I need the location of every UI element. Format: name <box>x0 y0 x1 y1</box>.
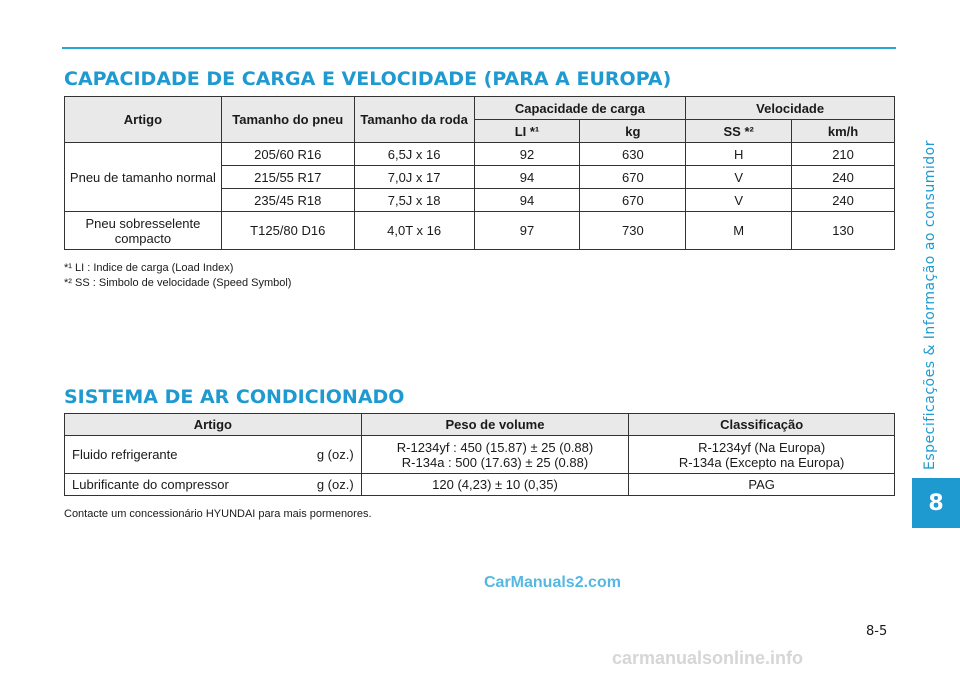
ac-table <box>64 413 895 496</box>
group-spare-tyre: Pneu sobresselente compacto <box>65 212 222 250</box>
header-artigo: Artigo <box>65 97 222 143</box>
cell-weight: 120 (4,23) ± 10 (0,35) <box>361 474 629 496</box>
cell-tyre: 215/55 R17 <box>221 166 354 189</box>
header-artigo: Artigo <box>65 414 362 436</box>
load-speed-table <box>64 96 895 250</box>
header-weight: Peso de volume <box>361 414 629 436</box>
chapter-tab[interactable]: 8 <box>912 478 960 528</box>
header-li: LI *¹ <box>474 120 580 143</box>
cell-kg: 670 <box>580 189 686 212</box>
cell-li: 92 <box>474 143 580 166</box>
cell-item <box>65 474 362 496</box>
table-row <box>65 212 895 250</box>
footnote-mark: *² <box>64 277 72 289</box>
footnote-text: SS : Simbolo de velocidade (Speed Symbol) <box>75 277 292 289</box>
cell-kmh: 240 <box>792 189 895 212</box>
item-label: Lubrificante do compressor <box>72 477 229 492</box>
header-speed: Velocidade <box>686 97 895 120</box>
cell-kmh: 130 <box>792 212 895 250</box>
class-line: R-134a (Excepto na Europa) <box>678 454 845 470</box>
cell-ss: M <box>686 212 792 250</box>
cell-rim: 7,5J x 18 <box>354 189 474 212</box>
header-classification: Classificação <box>629 414 895 436</box>
cell-weight <box>361 436 629 474</box>
cell-tyre: 235/45 R18 <box>221 189 354 212</box>
cell-li: 94 <box>474 166 580 189</box>
cell-rim: 6,5J x 16 <box>354 143 474 166</box>
cell-kg: 630 <box>580 143 686 166</box>
side-chapter-label: Especificações & Informação ao consumidor <box>922 140 938 470</box>
cell-rim: 7,0J x 17 <box>354 166 474 189</box>
cell-tyre: 205/60 R16 <box>221 143 354 166</box>
group-normal-tyre: Pneu de tamanho normal <box>65 143 222 212</box>
cell-kmh: 210 <box>792 143 895 166</box>
footer-watermark: carmanualsonline.info <box>612 648 804 668</box>
contact-note: Contacte um concessionário HYUNDAI para mais pormenores. <box>64 508 372 520</box>
cell-kg: 730 <box>580 212 686 250</box>
cell-kg: 670 <box>580 166 686 189</box>
cell-ss: V <box>686 189 792 212</box>
item-label: Fluido refrigerante <box>72 447 178 462</box>
cell-item <box>65 436 362 474</box>
footnote-ss <box>64 277 291 289</box>
cell-classification <box>629 436 895 474</box>
table-row <box>65 474 895 496</box>
weight-line: R-1234yf : 450 (15.87) ± 25 (0.88) <box>396 439 594 455</box>
header-kg: kg <box>580 120 686 143</box>
cell-kmh: 240 <box>792 166 895 189</box>
table-row <box>65 436 895 474</box>
cell-rim: 4,0T x 16 <box>354 212 474 250</box>
page-number: 8-5 <box>866 624 888 639</box>
footnote-li <box>64 262 233 274</box>
table-row <box>65 143 895 166</box>
cell-li: 97 <box>474 212 580 250</box>
item-unit: g (oz.) <box>316 447 354 462</box>
header-kmh: km/h <box>792 120 895 143</box>
footnote-mark: *¹ <box>64 262 72 274</box>
top-rule <box>62 47 896 49</box>
header-rim-size: Tamanho da roda <box>354 97 474 143</box>
cell-ss: V <box>686 166 792 189</box>
cell-li: 94 <box>474 189 580 212</box>
item-unit: g (oz.) <box>316 477 354 492</box>
section-title-load-speed: CAPACIDADE DE CARGA E VELOCIDADE (PARA A EUROPA) <box>64 68 672 90</box>
weight-line: R-134a : 500 (17.63) ± 25 (0.88) <box>401 454 589 470</box>
cell-tyre: T125/80 D16 <box>221 212 354 250</box>
class-line: R-1234yf (Na Europa) <box>698 439 826 455</box>
header-load-capacity: Capacidade de carga <box>474 97 686 120</box>
header-tyre-size: Tamanho do pneu <box>221 97 354 143</box>
watermark: CarManuals2.com <box>484 574 621 591</box>
cell-ss: H <box>686 143 792 166</box>
footnote-text: LI : Indice de carga (Load Index) <box>75 262 234 274</box>
cell-classification: PAG <box>629 474 895 496</box>
section-title-ac: SISTEMA DE AR CONDICIONADO <box>64 386 405 408</box>
header-ss: SS *² <box>686 120 792 143</box>
